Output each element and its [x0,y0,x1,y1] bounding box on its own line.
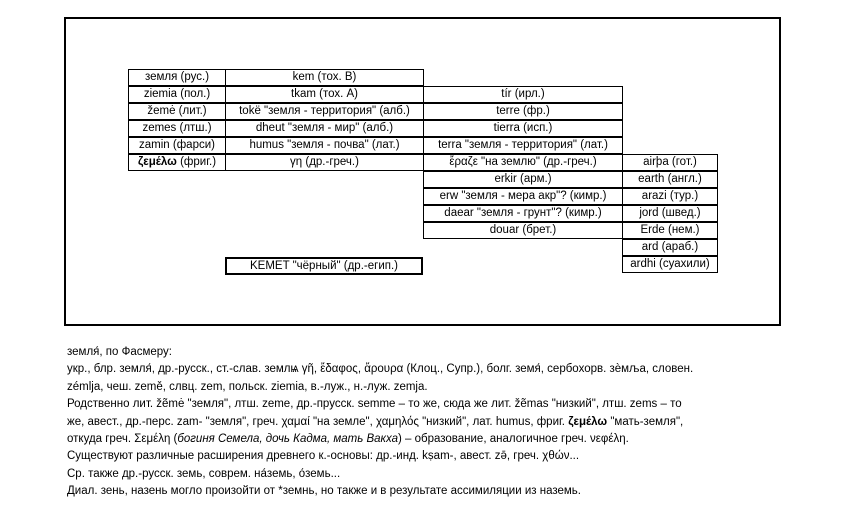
cell-irish: tír (ирл.) [423,86,623,103]
phrygian-label: (фриг.) [176,156,217,168]
cell-polish: ziemia (пол.) [128,86,226,103]
cell-latvian: zemes (лтш.) [128,120,226,137]
text-line-7: Существуют различные расширения древнего к.-основы: др.-инд. kṣam-, авест. zǝ̄, греч. χθών... [67,450,580,463]
cell-welsh-daear: daear "земля - грунт"? (кимр.) [423,205,623,222]
cell-arabic: ard (араб.) [622,239,718,256]
cell-ancient-greek-eraze: ἔραζε "на землю" (др.-греч.) [423,154,623,171]
cell-breton: douar (брет.) [423,222,623,239]
cell-french: terre (фр.) [423,103,623,120]
cell-english: earth (англ.) [622,171,718,188]
cell-tocharian-b: kem (тох. B) [225,69,424,86]
cell-albanian-dheut: dheut "земля - мир" (алб.) [225,120,424,137]
cell-turkish: arazi (тур.) [622,188,718,205]
text-line-5-bold: ζεμέλω [568,415,608,428]
cell-latin-humus: humus "земля - почва" (лат.) [225,137,424,154]
text-line-2: укр., блр. земля́, др.-русск., ст.-слав. землѩ γῆ, ἔδαφος, ἄρουρα (Клоц., Супр.), болг. земя́, сербохорв. зѐмља, словен. [67,363,694,376]
cell-phrygian [128,154,226,171]
cell-ancient-greek-ge: γη (др.-греч.) [225,154,424,171]
cell-armenian: erkir (арм.) [423,171,623,188]
text-line-8: Ср. также др.-русск. земь, соврем. на́земь, о́земь... [67,467,341,480]
text-line-9: Диал. зень, назень могло произойти от *земнь, но также и в результате ассимиляции из наземь. [67,485,581,498]
text-line-5 [67,414,847,431]
text-line-4: Родственно лит. žẽmė "земля", лтш. zeme, др.-прусск. semme – то же, сюда же лит. žẽmas "низкий", лтш. zems – то [67,398,682,411]
vasmer-text [67,344,847,501]
phrygian-word: ζεμέλω [137,156,177,168]
text-line-6-italic: богиня Семела, дочь Кадма, мать Вакха [177,433,398,446]
text-line-5-c: "мать-земля", [607,415,684,428]
cell-latin-terra: terra "земля - территория" (лат.) [423,137,623,154]
text-line-6-c: ) – образование, аналогичное греч. νεφέλη. [397,433,629,446]
text-line-5-a: же, авест., др.-перс. zam- "земля", греч. χαμαί "на земле", χαμηλός "низкий", лат. humus, фриг. [67,415,569,428]
cell-egyptian-kemet: KEMET "чёрный" (др.-егип.) [225,257,423,275]
cell-russian: земля (рус.) [128,69,226,86]
cell-swedish: jord (швед.) [622,205,718,222]
cell-tocharian-a: tkam (тох. A) [225,86,424,103]
cell-welsh-erw: erw "земля - мера акр"? (кимр.) [423,188,623,205]
cell-gothic: airþa (гот.) [622,154,718,171]
cell-german: Erde (нем.) [622,222,718,239]
cell-lithuanian: žemė (лит.) [128,103,226,120]
text-line-1: земля́, по Фасмеру: [67,346,172,358]
cell-farsi: zamin (фарси) [128,137,226,154]
cell-swahili: ardhi (суахили) [622,256,718,273]
cell-albanian-toke: tokë "земля - территория" (алб.) [225,103,424,120]
text-line-3: zémlja, чеш. země, слвц. zem, польск. ziemia, в.-луж., н.-луж. zemja. [67,380,428,393]
text-line-6 [67,431,847,448]
text-line-6-a: откуда греч. Σεμέλη ( [67,433,178,446]
cell-spanish: tierra (исп.) [423,120,623,137]
